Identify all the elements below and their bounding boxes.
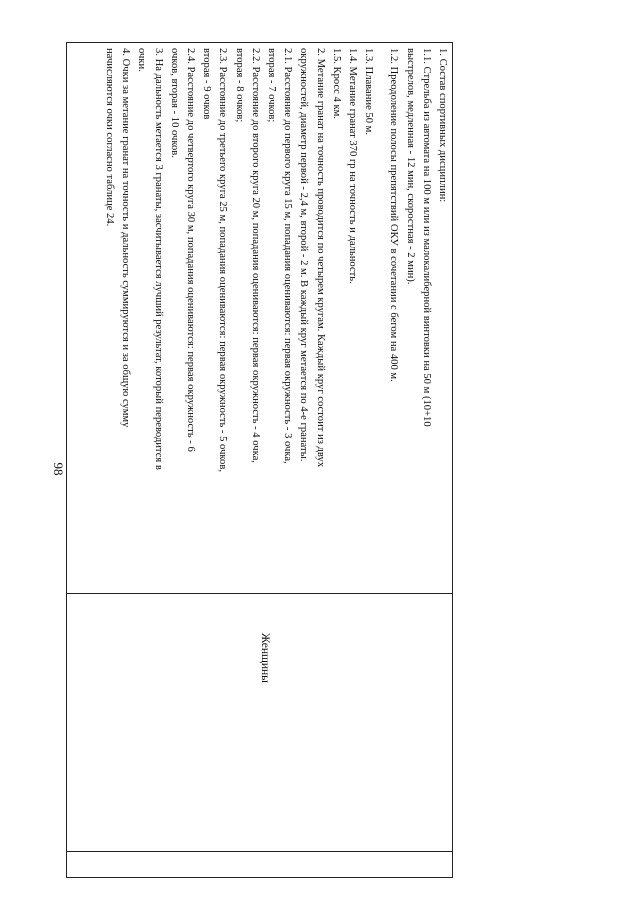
content-line: 2.4. Расстояние до четвертого круга 30 м, попадания оцениваются: первая окружность - 6 [184, 48, 196, 452]
content-line: начисляются очки согласно таблице 24. [103, 48, 115, 227]
content-line: очков, вторая - 10 очков. [168, 48, 180, 158]
table-divider [67, 851, 452, 852]
content-text [66, 42, 453, 592]
content-cell [66, 42, 453, 592]
content-line [376, 48, 385, 586]
content-line: 1.3. Плавание 50 м. [363, 48, 375, 136]
content-line: окружностей, диаметр первой - 2,4 м, второй - 2 м. В каждый круг метается по 4-е гранаты. [298, 48, 310, 462]
content-line: 1.4. Метание гранат 370 гр на точность и дальность. [346, 48, 358, 284]
content-line: 2.3. Расстояние до третьего круга 25 м, попадания оцениваются: первая окружность - 5 очков, [217, 48, 229, 472]
content-line: 1.2. Преодоление полосы препятствий ОКУ в сочетании с бегом на 400 м. [388, 48, 400, 382]
content-line: 1. Состав спортивных дисциплин: [437, 48, 448, 203]
content-line: вторая - 8 очков; [233, 48, 245, 123]
category-label: Женщины [259, 633, 271, 683]
table-divider [67, 593, 452, 594]
content-line: 2. Метание гранат на точность проводится по четырем кругам. Каждый круг состоит из двух [314, 48, 326, 468]
content-line: 3. На дальность метается 3 гранаты, засчитывается лучший результат, который переводится в [152, 48, 164, 470]
content-line: выстрелов, медленная - 12 мин, скоростная - 2 мин). [404, 48, 416, 285]
content-line: очки. [136, 48, 148, 72]
content-line: 1.1. Стрельба из автомата на 100 м или из малокалиберной винтовки на 50 м (10+10 [420, 48, 432, 427]
content-line: 2.1. Расстояние до первого круга 15 м, попадания оцениваются: первая окружность - 3 очка, [282, 48, 294, 464]
content-line: 2.2. Расстояние до второго круга 20 м, попадания оцениваются: первая окружность - 4 очка, [249, 48, 261, 463]
content-line: вторая - 9 очков [201, 48, 213, 120]
content-line: 1.5. Кросс 4 км. [330, 48, 342, 119]
content-line: 4. Очки за метание гранат на точность и дальность суммируются и за общую сумму [120, 48, 132, 428]
content-line: вторая - 7 очков; [265, 48, 277, 123]
page-number: 98 [51, 462, 66, 476]
